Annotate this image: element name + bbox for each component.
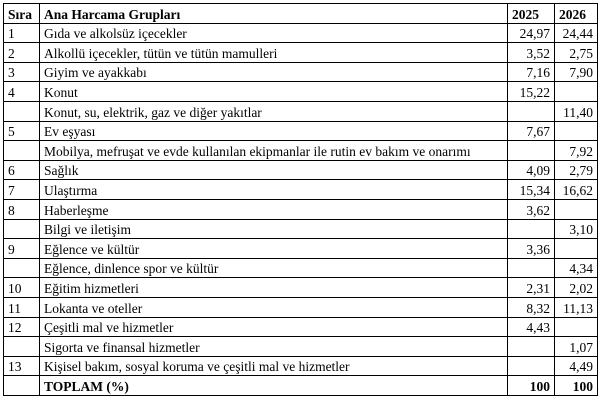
header-2026: 2026 [555, 4, 598, 24]
sira-cell: 6 [4, 160, 40, 180]
table-row [4, 62, 598, 82]
group-name-cell: Lokanta ve oteller [40, 297, 508, 317]
value-2025-cell: 3,36 [508, 239, 555, 259]
sira-cell: 11 [4, 297, 40, 317]
group-name-cell: Bilgi ve iletişim [40, 219, 508, 239]
group-name-cell: Gıda ve alkolsüz içecekler [40, 23, 508, 43]
table-row [4, 82, 598, 102]
sira-cell: 2 [4, 43, 40, 63]
value-2025-cell: 3,62 [508, 199, 555, 219]
sira-cell: 8 [4, 199, 40, 219]
sira-cell: 7 [4, 180, 40, 200]
group-name-cell: Eğitim hizmetleri [40, 278, 508, 298]
value-2026-cell [555, 317, 598, 337]
value-2025-cell [508, 219, 555, 239]
sira-cell [4, 219, 40, 239]
value-2026-cell [555, 239, 598, 259]
sira-cell: 10 [4, 278, 40, 298]
sira-cell: 4 [4, 82, 40, 102]
table-row [4, 141, 598, 161]
sira-cell [4, 258, 40, 278]
value-2025-cell: 4,43 [508, 317, 555, 337]
group-name-cell: Haberleşme [40, 199, 508, 219]
table-row [4, 43, 598, 63]
value-2026-cell: 3,10 [555, 219, 598, 239]
sira-cell: 1 [4, 23, 40, 43]
value-2025-cell [508, 101, 555, 121]
value-2025-cell [508, 337, 555, 357]
group-name-cell: Konut [40, 82, 508, 102]
value-2025-cell: 7,67 [508, 121, 555, 141]
sira-cell: 9 [4, 239, 40, 259]
value-2026-cell [555, 121, 598, 141]
sira-cell [4, 337, 40, 357]
table-row [4, 121, 598, 141]
value-2025-cell: 24,97 [508, 23, 555, 43]
expenditure-weights-table [3, 3, 598, 396]
value-2026-cell: 2,02 [555, 278, 598, 298]
total-row [4, 376, 598, 396]
header-group: Ana Harcama Grupları [40, 4, 508, 24]
sira-cell: 13 [4, 356, 40, 376]
header-row [4, 4, 598, 24]
value-2025-cell [508, 356, 555, 376]
total-2026: 100 [555, 376, 598, 396]
value-2026-cell: 11,13 [555, 297, 598, 317]
value-2026-cell: 4,49 [555, 356, 598, 376]
table-row [4, 160, 598, 180]
value-2026-cell: 7,90 [555, 62, 598, 82]
sira-cell: 3 [4, 62, 40, 82]
value-2026-cell: 2,75 [555, 43, 598, 63]
table-row [4, 23, 598, 43]
table-row [4, 278, 598, 298]
group-name-cell: Eğlence, dinlence spor ve kültür [40, 258, 508, 278]
value-2025-cell: 2,31 [508, 278, 555, 298]
sira-cell: 12 [4, 317, 40, 337]
header-sira: Sıra [4, 4, 40, 24]
table-row [4, 219, 598, 239]
group-name-cell: Alkollü içecekler, tütün ve tütün mamulleri [40, 43, 508, 63]
total-label: TOPLAM (%) [40, 376, 508, 396]
value-2026-cell [555, 199, 598, 219]
table-row [4, 180, 598, 200]
value-2025-cell [508, 141, 555, 161]
group-name-cell: Sağlık [40, 160, 508, 180]
sira-cell [4, 101, 40, 121]
sira-cell [4, 141, 40, 161]
group-name-cell: Çeşitli mal ve hizmetler [40, 317, 508, 337]
table-row [4, 356, 598, 376]
sira-cell: 5 [4, 121, 40, 141]
value-2025-cell: 15,22 [508, 82, 555, 102]
table-row [4, 258, 598, 278]
value-2026-cell: 11,40 [555, 101, 598, 121]
total-2025: 100 [508, 376, 555, 396]
header-2025: 2025 [508, 4, 555, 24]
table-row [4, 101, 598, 121]
value-2026-cell [555, 82, 598, 102]
group-name-cell: Mobilya, mefruşat ve evde kullanılan ekipmanlar ile rutin ev bakım ve onarımı [40, 141, 508, 161]
value-2025-cell: 4,09 [508, 160, 555, 180]
group-name-cell: Sigorta ve finansal hizmetler [40, 337, 508, 357]
value-2026-cell: 1,07 [555, 337, 598, 357]
table-row [4, 239, 598, 259]
group-name-cell: Ev eşyası [40, 121, 508, 141]
value-2025-cell: 8,32 [508, 297, 555, 317]
total-sira-cell [4, 376, 40, 396]
value-2025-cell [508, 258, 555, 278]
group-name-cell: Konut, su, elektrik, gaz ve diğer yakıtlar [40, 101, 508, 121]
value-2026-cell: 16,62 [555, 180, 598, 200]
group-name-cell: Giyim ve ayakkabı [40, 62, 508, 82]
table-row [4, 199, 598, 219]
value-2026-cell: 2,79 [555, 160, 598, 180]
table-body [4, 23, 598, 376]
table-row [4, 297, 598, 317]
value-2026-cell: 24,44 [555, 23, 598, 43]
group-name-cell: Eğlence ve kültür [40, 239, 508, 259]
group-name-cell: Ulaştırma [40, 180, 508, 200]
value-2026-cell: 7,92 [555, 141, 598, 161]
table-row [4, 317, 598, 337]
group-name-cell: Kişisel bakım, sosyal koruma ve çeşitli mal ve hizmetler [40, 356, 508, 376]
table-row [4, 337, 598, 357]
value-2025-cell: 7,16 [508, 62, 555, 82]
value-2025-cell: 3,52 [508, 43, 555, 63]
value-2025-cell: 15,34 [508, 180, 555, 200]
value-2026-cell: 4,34 [555, 258, 598, 278]
